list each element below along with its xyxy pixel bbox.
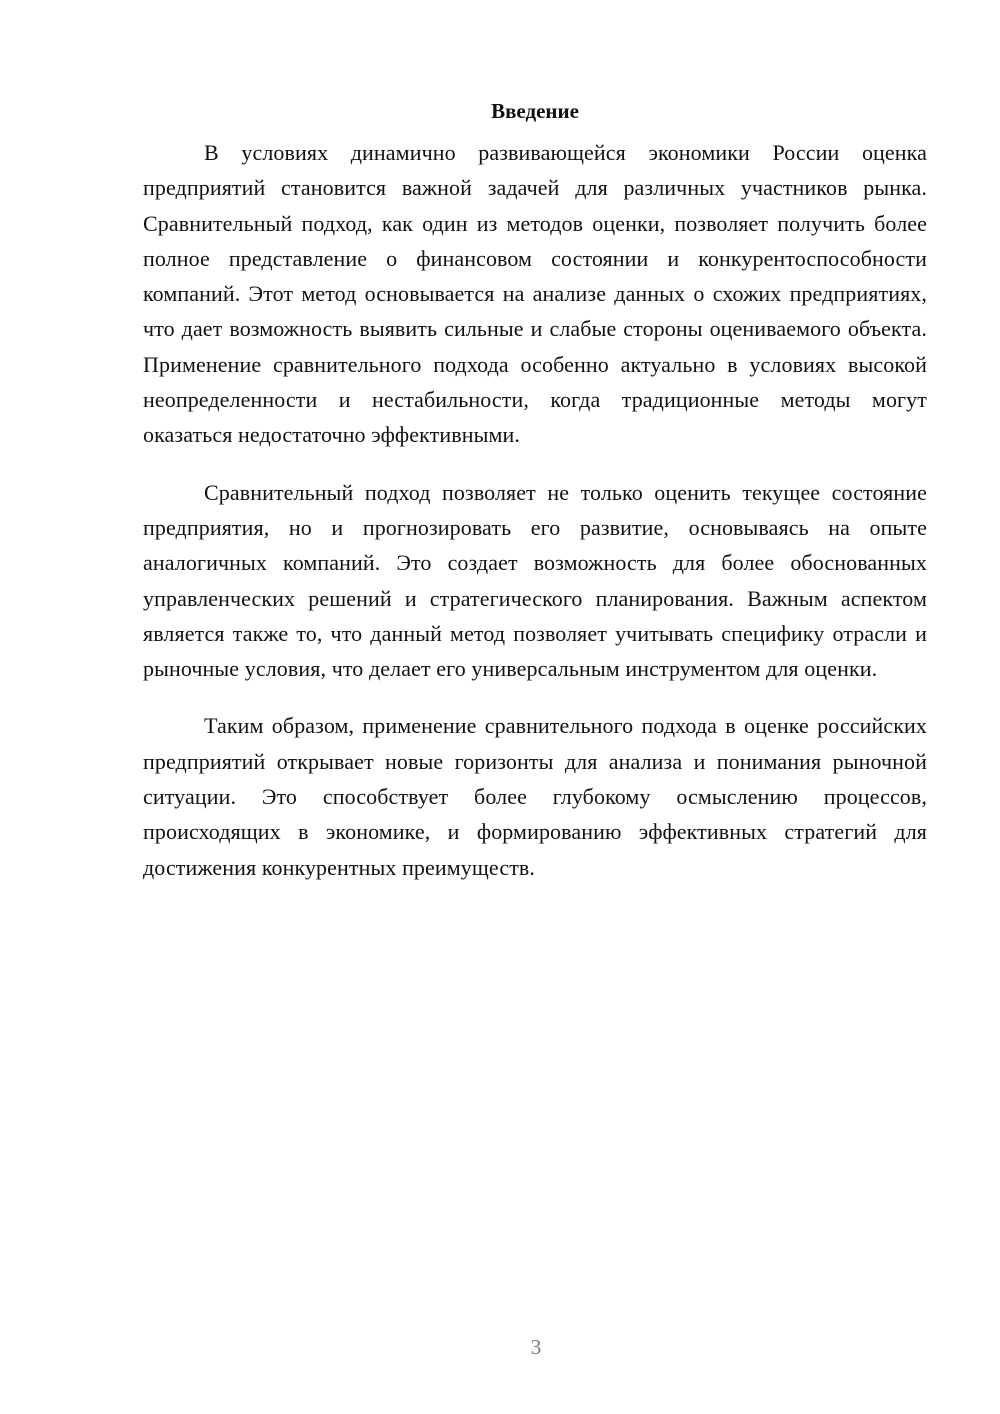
paragraph-2: Сравнительный подход позволяет не только оценить текущее состояние предприятия, но и прогнозировать его развитие, основываясь на опыте аналогичных компаний. Это создает возможность для более обоснованных управленческих решений и стратегического планирования. Важным аспектом является также то, что данный метод позволяет учитывать специфику отрасли и рыночные условия, что делает его универсальным инструментом для оценки. (143, 479, 927, 682)
page-number: 3 (530, 1335, 542, 1359)
page-content (143, 96, 927, 907)
paragraph-1: В условиях динамично развивающейся экономики России оценка предприятий становится важной задачей для различных участников рынка. Сравнительный подход, как один из методов оценки, позволяет получить более полное представление о финансовом состоянии и конкурентоспособности компаний. Этот метод основывается на анализе данных о схожих предприятиях, что дает возможность выявить сильные и слабые стороны оцениваемого объекта. Применение сравнительного подхода особенно актуально в условиях высокой неопределенности и нестабильности, когда традиционные методы могут оказаться недостаточно эффективными. (143, 140, 927, 448)
page-title: Введение (491, 99, 579, 123)
paragraph-3: Таким образом, применение сравнительного подхода в оценке российских предприятий открывает новые горизонты для анализа и понимания рыночной ситуации. Это способствует более глубокому осмыслению процессов, происходящих в экономике, и формированию эффективных стратегий для достижения конкурентных преимуществ. (143, 713, 927, 880)
